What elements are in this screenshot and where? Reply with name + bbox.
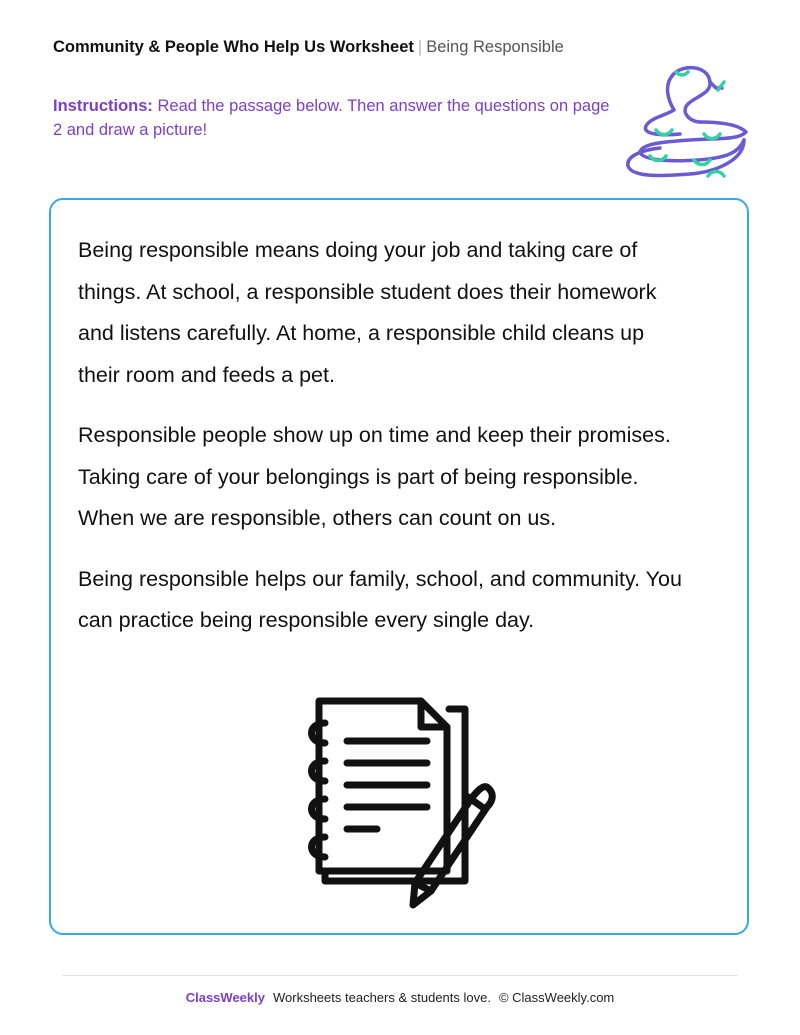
passage-paragraph: Being responsible helps our family, school, and community. You can practice being responsible every single day. [78,566,682,632]
notebook-pencil-icon [301,695,501,915]
reading-passage [78,230,688,661]
worksheet-title: Community & People Who Help Us Worksheet [53,38,414,56]
snake-icon [620,60,750,185]
worksheet-header [53,38,564,57]
footer [0,990,800,1005]
footer-divider [62,975,738,976]
passage-paragraph: Being responsible means doing your job and taking care of things. At school, a responsible student does their homework and listens carefully. At home, a responsible child cleans up their room and feeds a pet. [78,238,657,387]
instructions-text: Read the passage below. Then answer the questions on page 2 and draw a picture! [53,97,610,139]
footer-copyright: © ClassWeekly.com [498,990,615,1005]
instructions-label: Instructions: [53,97,153,115]
title-separator: | [417,38,423,56]
footer-brand: ClassWeekly [185,990,265,1005]
passage-card [49,198,749,935]
worksheet-subtitle: Being Responsible [426,38,564,56]
footer-tagline: Worksheets teachers & students love. [272,990,491,1005]
passage-paragraph: Responsible people show up on time and keep their promises. Taking care of your belongings is part of being responsible. When we are responsible, others can count on us. [78,423,671,530]
instructions [53,94,613,142]
